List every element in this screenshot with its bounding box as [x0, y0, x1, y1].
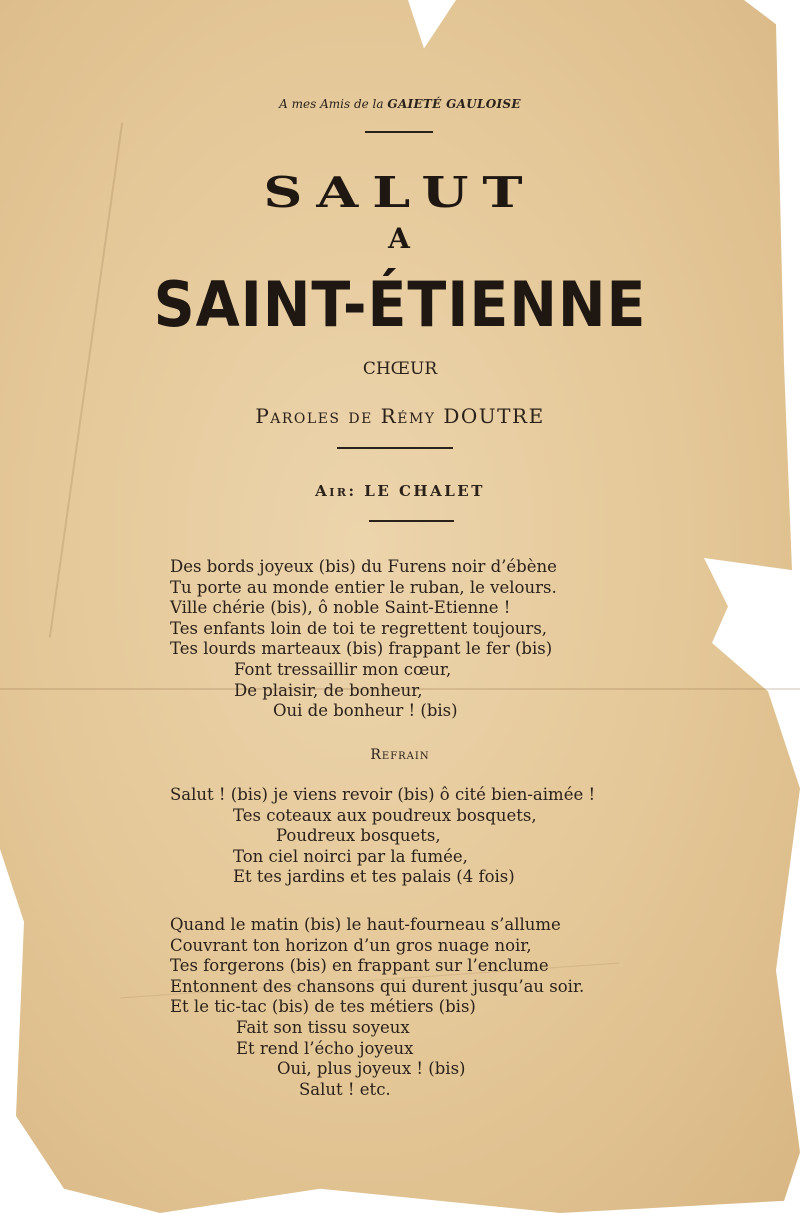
verse-line: Poudreux bosquets, — [276, 826, 441, 846]
verse-line: Des bords joyeux (bis) du Furens noir d’ébène — [170, 557, 557, 576]
verse-line: Tes forgerons (bis) en frappant sur l’enclume — [170, 956, 549, 976]
verse-line: Ton ciel noirci par la fumée, — [233, 846, 468, 866]
verse-line: Tu porte au monde entier le ruban, le velours. — [170, 577, 557, 597]
verse-line: Salut ! etc. — [299, 1079, 391, 1099]
verse-line: Tes enfants loin de toi te regrettent toujours, — [170, 618, 548, 638]
divider — [365, 131, 433, 133]
title-a: A — [388, 222, 412, 255]
stanza-2 — [170, 915, 584, 1100]
verse-line: Font tressaillir mon cœur, — [234, 659, 452, 679]
divider — [369, 520, 454, 522]
dedication — [0, 97, 800, 111]
verse-line: Oui, plus joyeux ! (bis) — [277, 1059, 466, 1079]
title-salut: SALUT — [263, 167, 537, 217]
verse-line: De plaisir, de bonheur, — [234, 680, 423, 700]
dedication-prefix: A mes Amis de la — [279, 97, 384, 111]
title-saint-etienne: SAINT-ÉTIENNE — [153, 268, 647, 341]
verse-line: Tes lourds marteaux (bis) frappant le fer (bis) — [170, 639, 553, 659]
verse-line: Oui de bonheur ! (bis) — [273, 701, 458, 721]
verse-line: Tes coteaux aux poudreux bosquets, — [233, 805, 537, 825]
verse-line: Et rend l’écho joyeux — [236, 1038, 414, 1058]
dedication-society: GAIETÉ GAULOISE — [387, 97, 521, 111]
author-line: Paroles de Rémy DOUTRE — [255, 404, 545, 428]
verse-line: Et tes jardins et tes palais (4 fois) — [233, 867, 515, 887]
divider — [337, 447, 453, 449]
verse-line: Entonnent des chansons qui durent jusqu’au soir. — [170, 976, 585, 996]
verse-line: Fait son tissu soyeux — [236, 1017, 410, 1037]
verse-line: Couvrant ton horizon d’un gros nuage noir, — [170, 935, 532, 955]
verse-line: Salut ! (bis) je viens revoir (bis) ô cité bien-aimée ! — [170, 785, 596, 804]
verse-line: Et le tic-tac (bis) de tes métiers (bis) — [170, 997, 476, 1017]
verse-line: Quand le matin (bis) le haut-fourneau s’allume — [170, 915, 561, 934]
stanza-1 — [170, 557, 557, 722]
verse-line: Ville chérie (bis), ô noble Saint-Etienne ! — [170, 598, 511, 618]
refrain-heading: Refrain — [370, 747, 430, 763]
air-line: Air: LE CHALET — [315, 482, 485, 500]
refrain — [170, 785, 595, 888]
subtitle-choeur: CHŒUR — [362, 359, 438, 379]
